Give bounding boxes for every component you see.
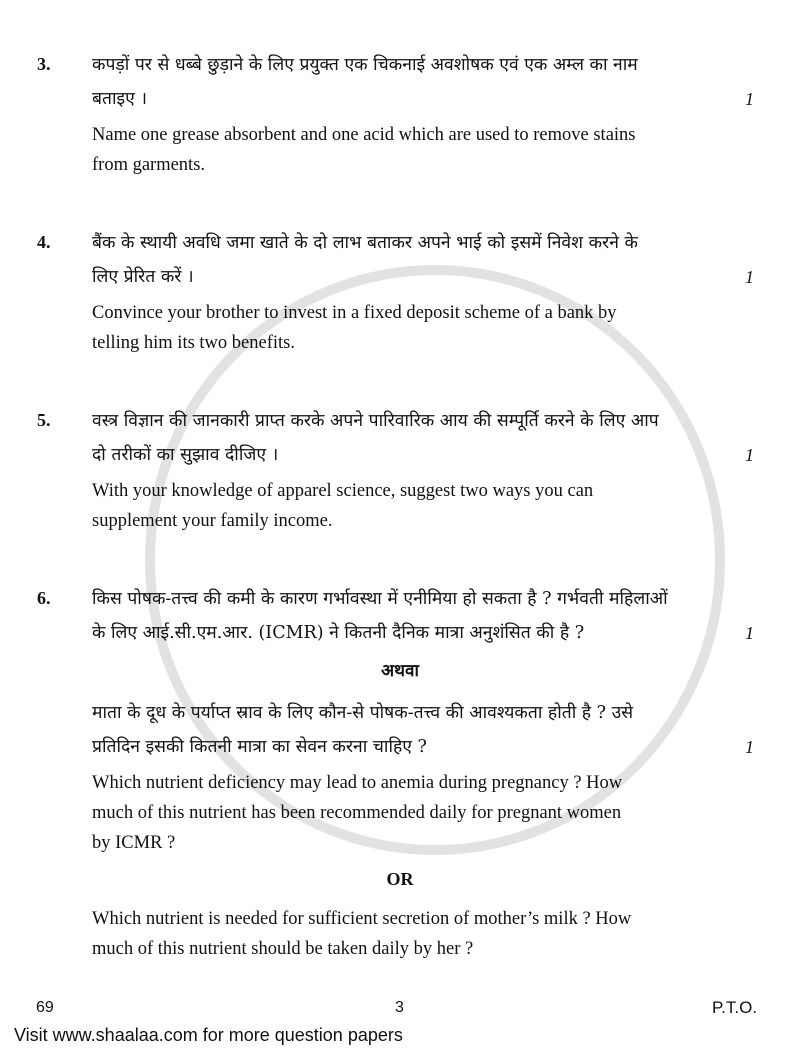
- question-english-line: Which nutrient deficiency may lead to anemia during pregnancy ? How: [92, 773, 623, 793]
- question-hindi-line: [92, 438, 754, 472]
- paper-code: 69: [36, 999, 54, 1016]
- question-hindi-text: लिए प्रेरित करें ।: [92, 267, 194, 287]
- question-6: [0, 582, 754, 964]
- question-hindi-line: वस्त्र विज्ञान की जानकारी प्राप्त करके अपने पारिवारिक आय की सम्पूर्ति करने के लिए आप: [92, 411, 659, 431]
- marks: 1: [745, 623, 754, 643]
- question-hindi-line: माता के दूध के पर्याप्त स्राव के लिए कौन-से पोषक-तत्त्व की आवश्यकता होती है ? उसे: [92, 703, 634, 723]
- question-hindi-line: [92, 82, 754, 116]
- question-5: [0, 404, 754, 536]
- question-hindi-line: बैंक के स्थायी अवधि जमा खाते के दो लाभ बताकर अपने भाई को इसमें निवेश करने के: [92, 233, 638, 253]
- question-english-line: by ICMR ?: [92, 833, 176, 853]
- question-hindi-text: प्रतिदिन इसकी कितनी मात्रा का सेवन करना चाहिए ?: [92, 737, 427, 757]
- question-hindi-text: दो तरीकों का सुझाव दीजिए ।: [92, 445, 279, 465]
- marks: 1: [745, 737, 754, 757]
- question-3: [0, 48, 754, 180]
- question-english-line: much of this nutrient has been recommended daily for pregnant women: [92, 803, 622, 823]
- question-english-line: much of this nutrient should be taken daily by her ?: [92, 939, 474, 959]
- question-hindi-line: [92, 616, 754, 650]
- page-number: 3: [395, 999, 404, 1016]
- question-hindi-text: बताइए ।: [92, 89, 147, 109]
- or-english: OR: [386, 869, 414, 889]
- question-hindi-line: [92, 730, 754, 764]
- question-english-line: Name one grease absorbent and one acid which are used to remove stains: [92, 125, 636, 145]
- marks: 1: [745, 445, 754, 465]
- question-hindi-line: [92, 260, 754, 294]
- question-english-line: telling him its two benefits.: [92, 333, 295, 353]
- marks: 1: [745, 267, 754, 287]
- question-number: 6.: [37, 588, 51, 608]
- question-hindi-text: के लिए आई.सी.एम.आर. (ICMR) ने कितनी दैनिक मात्रा अनुशंसित की है ?: [92, 623, 585, 643]
- question-number: 5.: [37, 410, 51, 430]
- question-english-line: supplement your family income.: [92, 511, 333, 531]
- question-english-line: from garments.: [92, 155, 206, 175]
- visit-link[interactable]: Visit www.shaalaa.com for more question papers: [14, 1025, 403, 1045]
- question-hindi-line: किस पोषक-तत्त्व की कमी के कारण गर्भावस्था में एनीमिया हो सकता है ? गर्भवती महिलाओं: [92, 589, 668, 609]
- or-hindi: अथवा: [381, 661, 419, 681]
- page-footer: [0, 996, 800, 1060]
- pto-label: P.T.O.: [712, 998, 758, 1017]
- question-number: 3.: [37, 54, 51, 74]
- question-4: [0, 226, 754, 358]
- question-hindi-line: कपड़ों पर से धब्बे छुड़ाने के लिए प्रयुक्त एक चिकनाई अवशोषक एवं एक अम्ल का नाम: [92, 55, 638, 75]
- question-number: 4.: [37, 232, 51, 252]
- marks: 1: [745, 89, 754, 109]
- question-english-line: Which nutrient is needed for sufficient secretion of mother’s milk ? How: [92, 909, 632, 929]
- question-english-line: With your knowledge of apparel science, suggest two ways you can: [92, 481, 594, 501]
- question-english-line: Convince your brother to invest in a fixed deposit scheme of a bank by: [92, 303, 617, 323]
